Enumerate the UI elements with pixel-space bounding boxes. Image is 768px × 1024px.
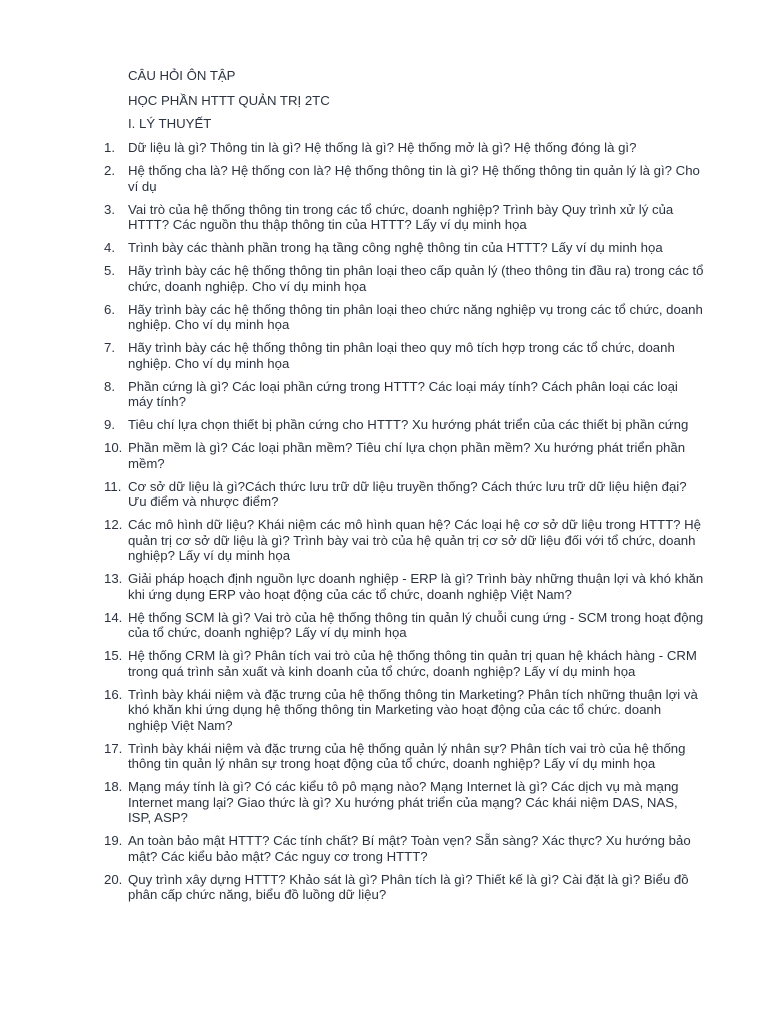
question-number: 7. bbox=[104, 340, 115, 355]
question-text: Mạng máy tính là gì? Có các kiểu tô pô mạng nào? Mạng Internet là gì? Các dịch vụ mà mạng Internet mang lại? Giao thức là gì? Xu hướng phát triển của mạng? Các khái niệm DAS, NAS, ISP, ASP? bbox=[128, 779, 679, 825]
question-text: Hãy trình bày các hệ thống thông tin phân loại theo quy mô tích hợp trong các tổ chức, doanh nghiệp. Cho ví dụ minh họa bbox=[128, 340, 675, 371]
question-number: 10. bbox=[104, 440, 123, 455]
question-number: 3. bbox=[104, 201, 115, 217]
question-item bbox=[104, 571, 704, 602]
question-item bbox=[104, 779, 704, 826]
question-item bbox=[104, 417, 704, 433]
question-number: 16. bbox=[104, 686, 123, 702]
question-text: Tiêu chí lựa chọn thiết bị phần cứng cho HTTT? Xu hướng phát triển của các thiết bị phần cứng bbox=[128, 417, 689, 432]
question-item bbox=[104, 163, 704, 194]
question-text: Hệ thống CRM là gì? Phân tích vai trò của hệ thống thông tin quản trị quan hệ khách hàng - CRM trong quá trình sản xuất và kinh doanh của tổ chức, doanh nghiệp? Lấy ví dụ minh họa bbox=[128, 648, 697, 679]
question-text: Các mô hình dữ liệu? Khái niệm các mô hình quan hệ? Các loại hệ cơ sở dữ liệu trong HTTT? Hệ quản trị cơ sở dữ liệu là gì? Trình bày vai trò của hệ quản trị cơ sở dữ liệu đối với tổ chức, doanh nghiệp? Lấy ví dụ minh họa bbox=[128, 517, 701, 563]
course-title: HỌC PHẦN HTTT QUẢN TRỊ 2TC bbox=[128, 93, 330, 108]
question-item bbox=[104, 240, 704, 256]
document-title: CÂU HỎI ÔN TẬP bbox=[128, 68, 236, 83]
question-text: Hãy trình bày các hệ thống thông tin phân loại theo cấp quản lý (theo thông tin đầu ra) trong các tổ chức, doanh nghiệp. Cho ví dụ minh họa bbox=[128, 263, 704, 294]
question-text: Trình bày các thành phần trong hạ tầng công nghệ thông tin của HTTT? Lấy ví dụ minh họa bbox=[128, 240, 663, 255]
question-item bbox=[104, 610, 704, 641]
question-text: Hệ thống SCM là gì? Vai trò của hệ thống thông tin quản lý chuỗi cung ứng - SCM trong hoạt động của tổ chức, doanh nghiệp? Lấy ví dụ minh họa bbox=[128, 609, 704, 640]
question-text: Giải pháp hoạch định nguồn lực doanh nghiệp - ERP là gì? Trình bày những thuận lợi và khó khăn khi ứng dụng ERP vào hoạt động của các tổ chức, doanh nghiệp Việt Nam? bbox=[128, 571, 704, 602]
section-heading: I. LÝ THUYẾT bbox=[128, 116, 212, 131]
question-number: 8. bbox=[104, 378, 115, 394]
question-item bbox=[104, 202, 704, 233]
question-text: Phần mềm là gì? Các loại phần mềm? Tiêu chí lựa chọn phần mềm? Xu hướng phát triển phần mềm? bbox=[128, 440, 686, 471]
question-item bbox=[104, 833, 704, 864]
question-item bbox=[104, 302, 704, 333]
question-item bbox=[104, 340, 704, 371]
question-item bbox=[104, 517, 704, 564]
question-number: 17. bbox=[104, 740, 123, 756]
question-text: Vai trò của hệ thống thông tin trong các tổ chức, doanh nghiệp? Trình bày Quy trình xử lý của HTTT? Các nguồn thu thập thông tin của HTTT? Lấy ví dụ minh họa bbox=[128, 201, 674, 232]
question-number: 4. bbox=[104, 240, 115, 255]
question-item bbox=[104, 440, 704, 471]
question-text: Hãy trình bày các hệ thống thông tin phân loại theo chức năng nghiệp vụ trong các tổ chức, doanh nghiệp. Cho ví dụ minh họa bbox=[128, 301, 703, 332]
question-text: Hệ thống cha là? Hệ thống con là? Hệ thống thông tin là gì? Hệ thống thông tin quản lý là gì? Cho ví dụ bbox=[128, 163, 700, 194]
question-number: 20. bbox=[104, 871, 123, 887]
question-number: 14. bbox=[104, 609, 123, 625]
question-number: 19. bbox=[104, 833, 123, 848]
question-item bbox=[104, 479, 704, 510]
question-text: Trình bày khái niệm và đặc trưng của hệ thống quản lý nhân sự? Phân tích vai trò của hệ thống thông tin quản lý nhân sự trong hoạt động của tổ chức, doanh nghiệp? Lấy ví dụ minh họa bbox=[128, 740, 686, 771]
question-number: 18. bbox=[104, 779, 123, 794]
question-text: Phần cứng là gì? Các loại phần cứng trong HTTT? Các loại máy tính? Cách phân loại các loại máy tính? bbox=[128, 378, 678, 409]
question-text: An toàn bảo mật HTTT? Các tính chất? Bí mật? Toàn vẹn? Sẵn sàng? Xác thực? Xu hướng bảo mật? Các kiểu bảo mật? Các nguy cơ trong HTTT? bbox=[128, 833, 691, 864]
question-item bbox=[104, 687, 704, 734]
question-number: 2. bbox=[104, 163, 115, 178]
question-item bbox=[104, 140, 704, 156]
question-list bbox=[104, 140, 704, 910]
question-number: 9. bbox=[104, 417, 115, 432]
question-item bbox=[104, 872, 704, 903]
question-item bbox=[104, 648, 704, 679]
question-number: 6. bbox=[104, 301, 115, 317]
question-number: 5. bbox=[104, 263, 115, 278]
question-number: 13. bbox=[104, 571, 123, 586]
question-text: Trình bày khái niệm và đặc trưng của hệ thống thông tin Marketing? Phân tích những thuận lợi và khó khăn khi ứng dụng hệ thống thông tin Marketing vào hoạt động của các tổ chức. doanh nghiệp Việt Nam? bbox=[128, 686, 698, 733]
question-text: Dữ liệu là gì? Thông tin là gì? Hệ thống là gì? Hệ thống mở là gì? Hệ thống đóng là gì? bbox=[128, 140, 637, 155]
question-item bbox=[104, 741, 704, 772]
question-text: Quy trình xây dựng HTTT? Khảo sát là gì? Phân tích là gì? Thiết kế là gì? Cài đặt là gì? Biểu đồ phân cấp chức năng, biểu đồ luồng dữ liệu? bbox=[128, 871, 689, 902]
question-number: 15. bbox=[104, 648, 123, 663]
question-number: 1. bbox=[104, 140, 115, 155]
question-text: Cơ sở dữ liệu là gì?Cách thức lưu trữ dữ liệu truyền thống? Cách thức lưu trữ dữ liệu hiện đại? Ưu điểm và nhược điểm? bbox=[128, 478, 687, 509]
question-item bbox=[104, 379, 704, 410]
question-number: 12. bbox=[104, 517, 123, 532]
question-number: 11. bbox=[104, 478, 122, 494]
question-item bbox=[104, 263, 704, 294]
